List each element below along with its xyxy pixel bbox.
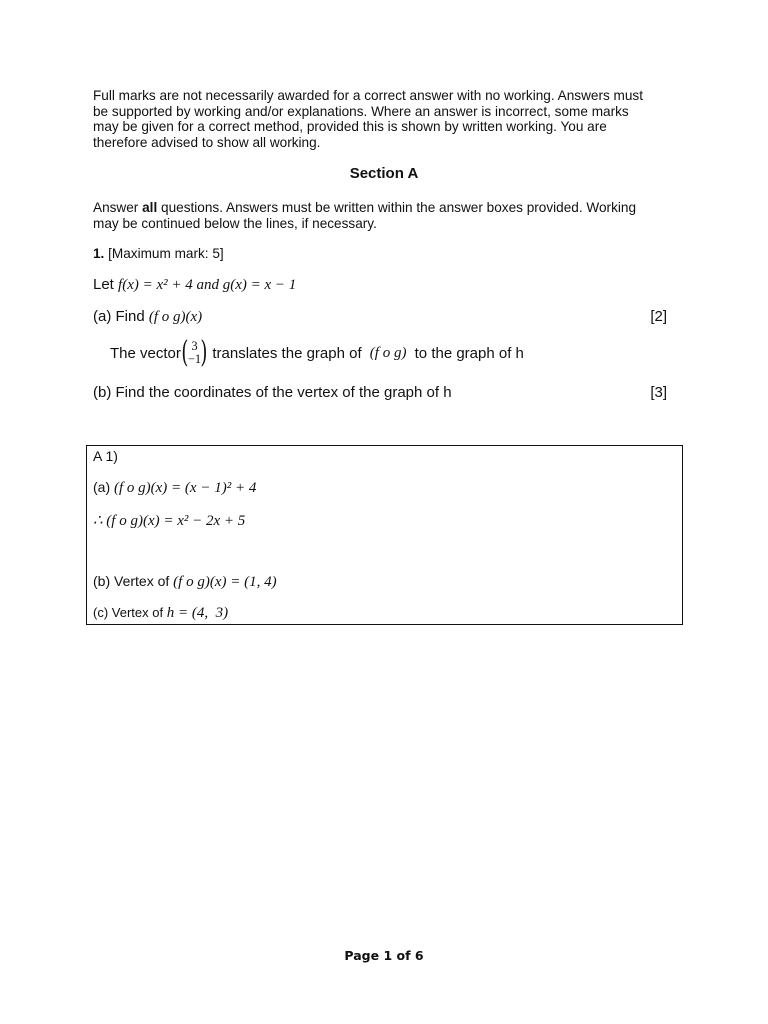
- intro-line: Full marks are not necessarily awarded for a correct answer with no working. Answers must: [93, 88, 644, 103]
- instructions-line-1: [93, 200, 636, 216]
- answer-c-expression: h = (4, 3): [166, 605, 229, 621]
- left-paren-icon: (: [181, 335, 189, 370]
- question-max-mark: [Maximum mark: 5]: [104, 246, 224, 261]
- intro-line: be supported by working and/or explanations. Where an answer is incorrect, some marks: [93, 103, 629, 119]
- answer-part-b: [93, 573, 277, 591]
- instructions-prefix: Answer: [93, 200, 143, 215]
- vector-top: 3: [191, 339, 198, 353]
- answer-box[interactable]: [86, 445, 683, 625]
- answer-a-label: (a): [93, 479, 114, 495]
- question-number: 1.: [93, 246, 105, 261]
- vector-prefix: The vector: [110, 344, 181, 362]
- instructions: [93, 200, 636, 231]
- definition-line: [93, 276, 296, 294]
- part-b-mark: [3]: [650, 384, 667, 401]
- instructions-rest: questions. Answers must be written within the answer boxes provided. Working: [157, 200, 637, 215]
- page-number: Page 1 of 6: [344, 948, 424, 963]
- answer-part-a: [93, 479, 256, 497]
- definition-expression: f(x) = x² + 4 and g(x) = x − 1: [118, 277, 297, 293]
- section-title: Section A: [349, 165, 419, 182]
- let-prefix: Let: [93, 276, 119, 293]
- answer-therefore-expression: ∴ (f o g)(x) = x² − 2x + 5: [93, 513, 246, 529]
- answer-b-label: (b) Vertex of: [93, 573, 174, 589]
- intro-line: may be given for a correct method, provided this is shown by written working. You are: [93, 119, 607, 135]
- answer-part-c: [93, 604, 228, 622]
- part-b-prompt: (b) Find the coordinates of the vertex of the graph of h: [93, 384, 452, 401]
- answer-a-expression: (f o g)(x) = (x − 1)² + 4: [114, 480, 257, 496]
- answer-b-expression: (f o g)(x) = (1, 4): [173, 574, 277, 590]
- instructions-line-2: may be continued below the lines, if necessary.: [93, 215, 377, 231]
- answer-therefore: [93, 511, 245, 530]
- vector-suffix: to the graph of h: [410, 344, 524, 362]
- part-a-prompt: [93, 308, 202, 326]
- answer-heading: A 1): [93, 448, 118, 464]
- translation-vector: [181, 335, 208, 370]
- question-header: [93, 246, 224, 262]
- answer-c-label: (c) Vertex of: [93, 605, 167, 620]
- instructions-bold: all: [142, 200, 158, 215]
- part-a-label: (a) Find: [93, 308, 149, 325]
- intro-paragraph: [93, 88, 643, 150]
- intro-line: therefore advised to show all working.: [93, 134, 321, 150]
- vector-expression: (f o g): [369, 344, 407, 361]
- right-paren-icon: ): [200, 335, 208, 370]
- vector-middle: translates the graph of: [208, 344, 366, 362]
- vector-bottom: −1: [187, 352, 202, 366]
- part-a-mark: [2]: [650, 308, 667, 325]
- part-a-expression: (f o g)(x): [148, 309, 203, 325]
- vector-line: [110, 335, 524, 370]
